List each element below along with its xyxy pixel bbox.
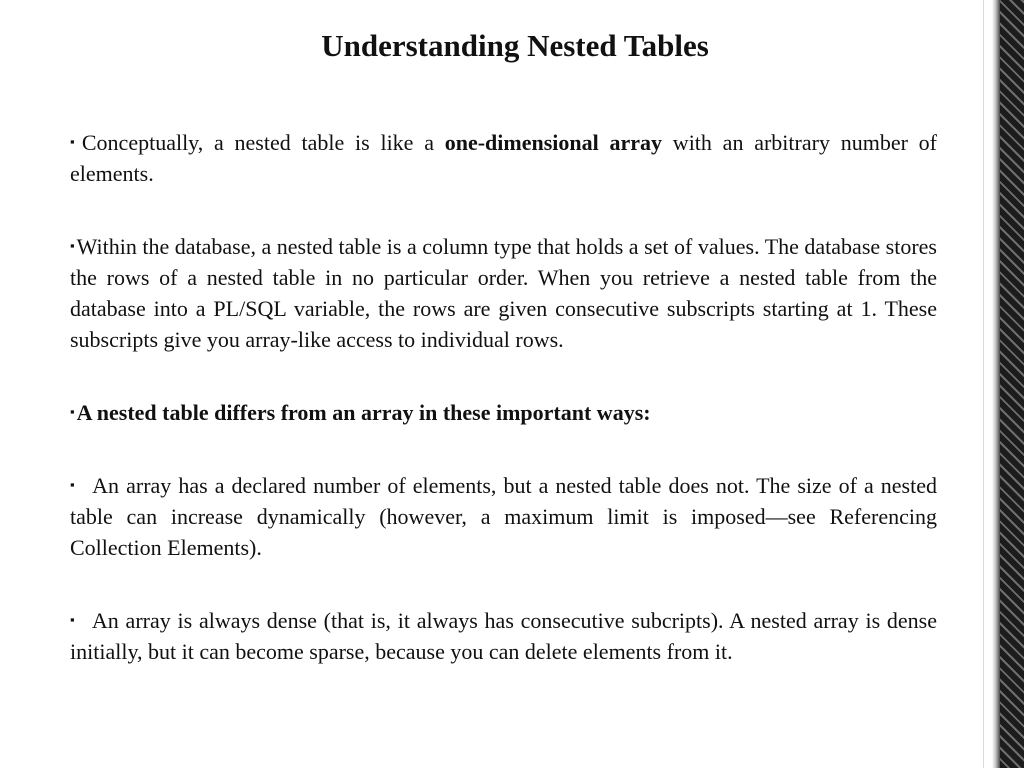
point-4-text: An array has a declared number of elements, but a nested table does not. The size of a nested table can increase dynamically (however, a maximum limit is imposed—see Referencing Collection Elements). [70,473,937,560]
point-1-text-end: with an arbitrary number of elements. [70,130,937,186]
square-bullet-icon: ▪ [70,612,76,627]
point-5-text: An array is always dense (that is, it always has consecutive subcripts). A nested array is dense initially, but it can become sparse, because you can delete elements from it. [70,608,938,664]
point-dense-sparse [70,604,937,667]
point-3-text: A nested table differs from an array in these important ways: [76,400,651,425]
point-declared-size [70,469,937,563]
point-2-text: Within the database, a nested table is a column type that holds a set of values. The database stores the rows of a nested table in no particular order. When you retrieve a nested table from the database into a PL/SQL variable, the rows are given consecutive subscripts starting at 1. These subscripts give you array-like access to individual rows. [70,234,937,352]
slide-title: Understanding Nested Tables [321,28,709,63]
point-differences-heading [70,396,937,428]
decorative-edge-strip [992,0,1024,768]
point-1-text-start: Conceptually, a nested table is like a [81,130,445,155]
square-bullet-icon: ▪ [70,477,77,492]
point-database-storage [70,230,937,355]
square-bullet-icon: ▪ [70,238,75,253]
square-bullet-icon: ▪ [70,404,75,419]
slide-content [70,126,937,708]
square-bullet-icon: ▪ [70,134,80,149]
slide-divider-line [983,0,984,768]
point-1-emphasis: one-dimensional array [444,130,663,155]
point-nested-table-concept [70,126,937,189]
